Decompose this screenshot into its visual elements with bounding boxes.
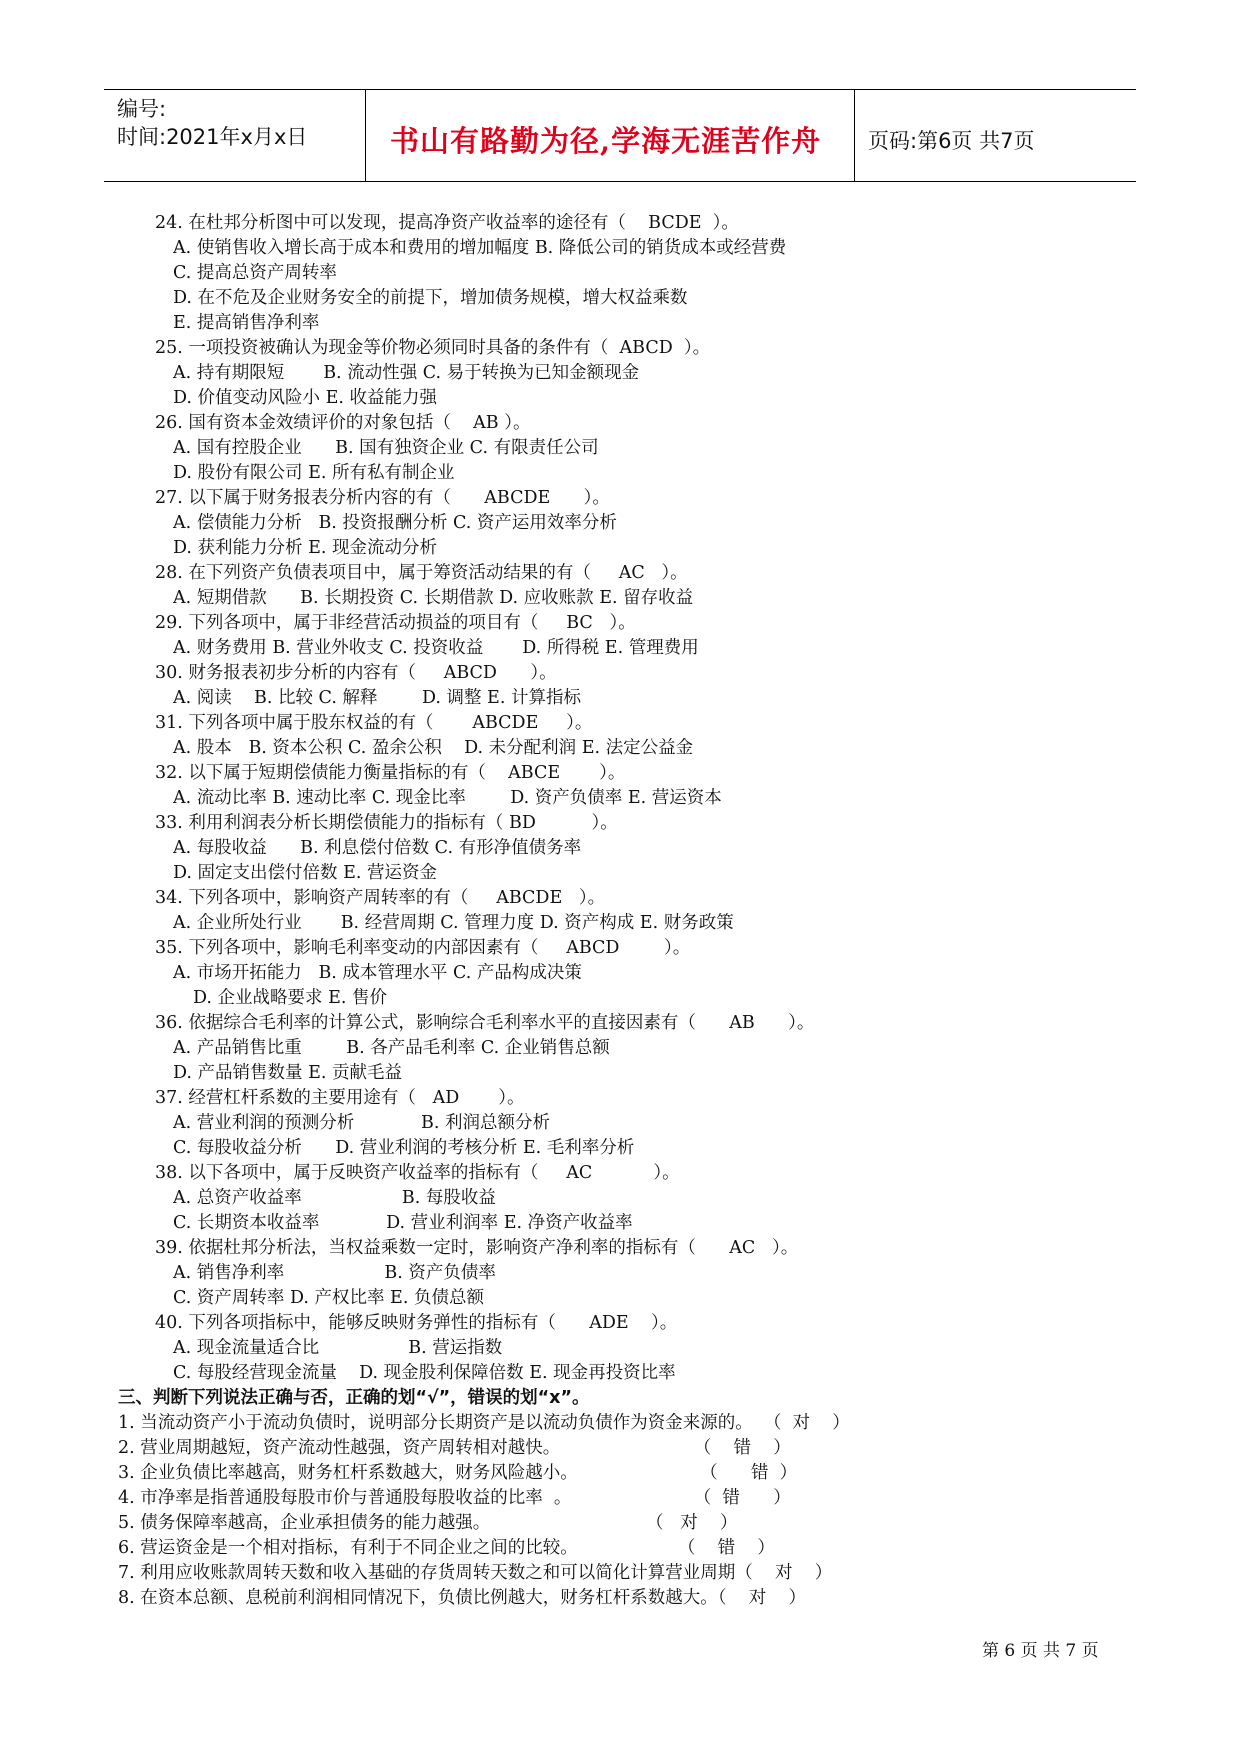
- question-31: 31. 下列各项中属于股东权益的有（ ABCDE ）。: [155, 713, 593, 733]
- question-32: 32. 以下属于短期偿债能力衡量指标的有（ ABCE ）。: [155, 763, 626, 783]
- question-24: 24. 在杜邦分析图中可以发现，提高净资产收益率的途径有（ BCDE ）。: [155, 213, 739, 233]
- option-line: A. 产品销售比重 B. 各产品毛利率 C. 企业销售总额: [173, 1038, 610, 1058]
- question-35: 35. 下列各项中，影响毛利率变动的内部因素有（ ABCD ）。: [155, 938, 691, 958]
- option-line: A. 阅读 B. 比较 C. 解释 D. 调整 E. 计算指标: [173, 688, 581, 708]
- option-line: A. 持有期限短 B. 流动性强 C. 易于转换为已知金额现金: [173, 363, 640, 383]
- option-line: A. 股本 B. 资本公积 C. 盈余公积 D. 未分配利润 E. 法定公益金: [173, 738, 694, 758]
- option-line: A. 偿债能力分析 B. 投资报酬分析 C. 资产运用效率分析: [173, 513, 617, 533]
- option-line: C. 提高总资产周转率: [173, 263, 337, 283]
- option-line: D. 股份有限公司 E. 所有私有制企业: [173, 463, 455, 483]
- option-line: C. 每股经营现金流量 D. 现金股利保障倍数 E. 现金再投资比率: [173, 1363, 676, 1383]
- question-27: 27. 以下属于财务报表分析内容的有（ ABCDE ）。: [155, 488, 610, 508]
- option-line: A. 销售净利率 B. 资产负债率: [173, 1263, 496, 1283]
- question-37: 37. 经营杠杆系数的主要用途有（ AD ）。: [155, 1088, 525, 1108]
- option-line: D. 产品销售数量 E. 贡献毛益: [173, 1063, 402, 1083]
- option-line: A. 财务费用 B. 营业外收支 C. 投资收益 D. 所得税 E. 管理费用: [173, 638, 699, 658]
- option-line: A. 国有控股企业 B. 国有独资企业 C. 有限责任公司: [173, 438, 599, 458]
- header-top-rule: [104, 89, 1136, 90]
- judgment-item: 1. 当流动资产小于流动负债时，说明部分长期资产是以流动负债作为资金来源的。 （ 对 ）: [118, 1413, 850, 1433]
- option-line: A. 总资产收益率 B. 每股收益: [173, 1188, 496, 1208]
- page-footer: 第 6 页 共 7 页: [982, 1641, 1099, 1661]
- option-line: A. 流动比率 B. 速动比率 C. 现金比率 D. 资产负债率 E. 营运资本: [173, 788, 722, 808]
- header-page-label: 页码:第6页 共7页: [868, 129, 1035, 153]
- option-line: A. 市场开拓能力 B. 成本管理水平 C. 产品构成决策: [173, 963, 582, 983]
- question-36: 36. 依据综合毛利率的计算公式，影响综合毛利率水平的直接因素有（ AB ）。: [155, 1013, 815, 1033]
- question-34: 34. 下列各项中，影响资产周转率的有（ ABCDE ）。: [155, 888, 606, 908]
- option-line: D. 企业战略要求 E. 售价: [193, 988, 387, 1008]
- option-line: A. 企业所处行业 B. 经营周期 C. 管理力度 D. 资产构成 E. 财务政策: [173, 913, 734, 933]
- option-line: D. 在不危及企业财务安全的前提下，增加债务规模，增大权益乘数: [173, 288, 688, 308]
- judgment-item: 7. 利用应收账款周转天数和收入基础的存货周转天数之和可以简化计算营业周期（ 对 ）: [118, 1563, 833, 1583]
- header-bottom-rule: [104, 181, 1136, 182]
- option-line: A. 营业利润的预测分析 B. 利润总额分析: [173, 1113, 551, 1133]
- judgment-item: 5. 债务保障率越高，企业承担债务的能力越强。 （ 对 ）: [118, 1513, 738, 1533]
- option-line: D. 获利能力分析 E. 现金流动分析: [173, 538, 437, 558]
- option-line: C. 长期资本收益率 D. 营业利润率 E. 净资产收益率: [173, 1213, 633, 1233]
- judgment-item: 3. 企业负债比率越高，财务杠杆系数越大，财务风险越小。 （ 错 ）: [118, 1463, 798, 1483]
- header-divider-right: [854, 89, 855, 182]
- section-title: 三、判断下列说法正确与否，正确的划“√”，错误的划“x”。: [118, 1388, 590, 1408]
- option-line: A. 每股收益 B. 利息偿付倍数 C. 有形净值债务率: [173, 838, 582, 858]
- header-time-label: 时间:2021年x月x日: [117, 125, 308, 149]
- question-28: 28. 在下列资产负债表项目中，属于筹资活动结果的有（ AC ）。: [155, 563, 688, 583]
- option-line: A. 现金流量适合比 B. 营运指数: [173, 1338, 503, 1358]
- option-line: E. 提高销售净利率: [173, 313, 320, 333]
- option-line: D. 价值变动风险小 E. 收益能力强: [173, 388, 437, 408]
- judgment-item: 8. 在资本总额、息税前利润相同情况下，负债比例越大，财务杠杆系数越大。（ 对 ）: [118, 1588, 807, 1608]
- option-line: A. 使销售收入增长高于成本和费用的增加幅度 B. 降低公司的销货成本或经营费: [173, 238, 787, 258]
- option-line: C. 每股收益分析 D. 营业利润的考核分析 E. 毛利率分析: [173, 1138, 635, 1158]
- option-line: C. 资产周转率 D. 产权比率 E. 负债总额: [173, 1288, 484, 1308]
- header-number-label: 编号:: [117, 97, 167, 121]
- option-line: A. 短期借款 B. 长期投资 C. 长期借款 D. 应收账款 E. 留存收益: [173, 588, 694, 608]
- judgment-item: 2. 营业周期越短，资产流动性越强，资产周转相对越快。 （ 错 ）: [118, 1438, 791, 1458]
- question-39: 39. 依据杜邦分析法，当权益乘数一定时，影响资产净利率的指标有（ AC ）。: [155, 1238, 799, 1258]
- question-30: 30. 财务报表初步分析的内容有（ ABCD ）。: [155, 663, 557, 683]
- question-29: 29. 下列各项中，属于非经营活动损益的项目有（ BC ）。: [155, 613, 636, 633]
- question-40: 40. 下列各项指标中，能够反映财务弹性的指标有（ ADE ）。: [155, 1313, 678, 1333]
- question-38: 38. 以下各项中，属于反映资产收益率的指标有（ AC ）。: [155, 1163, 680, 1183]
- question-33: 33. 利用利润表分析长期偿债能力的指标有（ BD ）。: [155, 813, 618, 833]
- header-divider-left: [365, 89, 366, 182]
- question-26: 26. 国有资本金效绩评价的对象包括（ AB ）。: [155, 413, 531, 433]
- judgment-item: 4. 市净率是指普通股每股市价与普通股每股收益的比率 。 （ 错 ）: [118, 1488, 791, 1508]
- option-line: D. 固定支出偿付倍数 E. 营运资金: [173, 863, 437, 883]
- header-motto: 书山有路勤为径,学海无涯苦作舟: [390, 124, 822, 158]
- judgment-item: 6. 营运资金是一个相对指标，有利于不同企业之间的比较。 （ 错 ）: [118, 1538, 775, 1558]
- question-25: 25. 一项投资被确认为现金等价物必须同时具备的条件有（ ABCD ）。: [155, 338, 711, 358]
